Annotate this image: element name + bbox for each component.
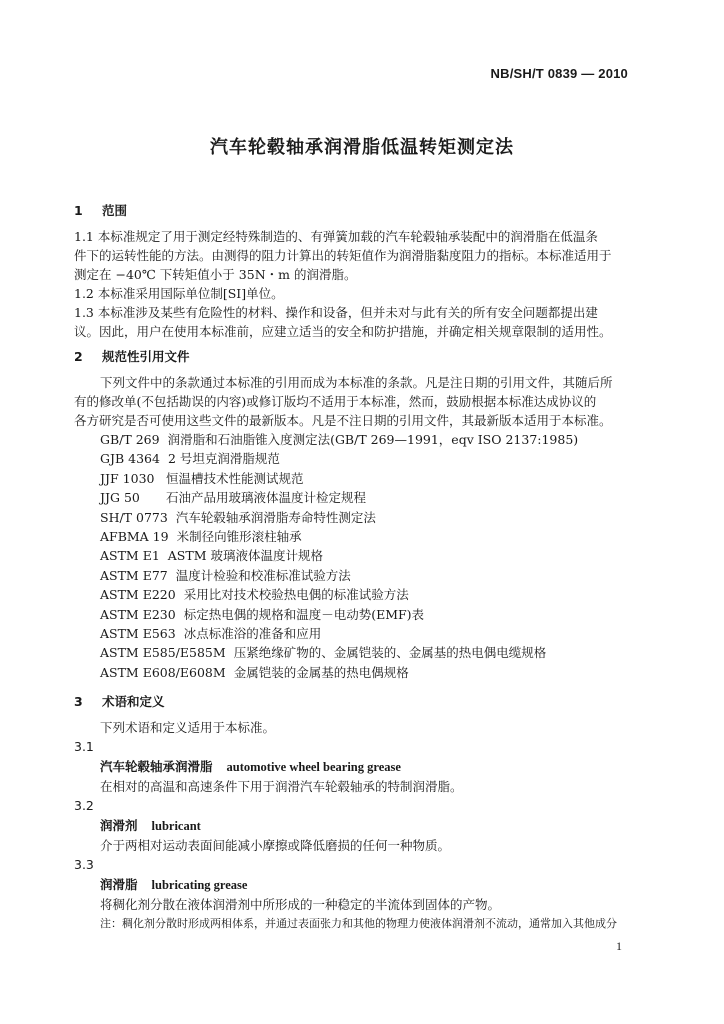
term-entry: 汽车轮毂轴承润滑脂 automotive wheel bearing grease	[100, 759, 401, 775]
term-number: 3.1	[74, 739, 94, 755]
paragraph-line: 1.2 本标准采用国际单位制[SI]单位。	[74, 286, 284, 301]
reference-item: JJG 50 石油产品用玻璃液体温度计检定规程	[100, 490, 367, 506]
paragraph-line: 下列术语和定义适用于本标准。	[100, 720, 276, 736]
section-3-heading	[74, 692, 634, 712]
reference-item: ASTM E77 温度计检验和校准标准试验方法	[100, 567, 351, 583]
paragraph-line: 测定在 −40℃ 下转矩值小于 35N・m 的润滑脂。	[74, 267, 357, 282]
reference-item: ASTM E1 ASTM 玻璃液体温度计规格	[100, 548, 323, 564]
reference-item: GB/T 269 润滑脂和石油脂锥入度测定法(GB/T 269—1991，eqv ISO 2137:1985)	[100, 432, 579, 447]
term-number: 3.3	[74, 857, 94, 873]
section-2-heading	[74, 347, 634, 367]
reference-item: ASTM E563 冰点标准浴的准备和应用	[100, 625, 322, 641]
paragraph-line: 下列文件中的条款通过本标准的引用而成为本标准的条款。凡是注日期的引用文件，其随后所	[100, 375, 613, 390]
note-line: 注：稠化剂分散时形成两相体系，并通过表面张力和其他的物理力使液体润滑剂不流动，通常加入其他成分	[100, 917, 617, 931]
section-number: 2	[74, 349, 83, 364]
paragraph-line: 件下的运转性能的方法。由测得的阻力计算出的转矩值作为润滑脂黏度阻力的指标。本标准适用于	[74, 248, 612, 263]
term-entry: 润滑剂 lubricant	[100, 818, 201, 834]
term-definition: 将稠化剂分散在液体润滑剂中所形成的一种稳定的半流体到固体的产物。	[100, 897, 501, 913]
reference-item: GJB 4364 2 号坦克润滑脂规范	[100, 451, 280, 467]
term-definition: 在相对的高温和高速条件下用于润滑汽车轮毂轴承的特制润滑脂。	[100, 779, 463, 795]
term-number: 3.2	[74, 798, 94, 814]
paragraph-line: 有的修改单(不包括勘误的内容)或修订版均不适用于本标准，然而，鼓励根据本标准达成协议的	[74, 394, 597, 409]
document-body	[74, 201, 634, 933]
reference-item: JJF 1030 恒温槽技术性能测试规范	[100, 470, 304, 486]
reference-item: ASTM E230 标定热电偶的规格和温度－电动势(EMF)表	[100, 606, 425, 622]
paragraph-line: 各方研究是否可使用这些文件的最新版本。凡是不注日期的引用文件，其最新版本适用于本标准。	[74, 413, 612, 428]
section-1-heading	[74, 201, 634, 221]
section-title: 规范性引用文件	[102, 349, 190, 364]
reference-item: ASTM E585/E585M 压紧绝缘矿物的、金属铠装的、金属基的热电偶电缆规格	[100, 645, 547, 661]
standard-code: NB/SH/T 0839 — 2010	[490, 66, 628, 81]
reference-item: AFBMA 19 米制径向锥形滚柱轴承	[100, 528, 302, 544]
section-title: 术语和定义	[102, 694, 165, 710]
section-number: 3	[74, 694, 83, 710]
paragraph-line: 1.3 本标准涉及某些有危险性的材料、操作和设备，但并未对与此有关的所有安全问题都提出建	[74, 305, 598, 320]
document-title: 汽车轮毂轴承润滑脂低温转矩测定法	[210, 137, 514, 158]
section-title: 范围	[102, 203, 128, 218]
reference-item: ASTM E608/E608M 金属铠装的金属基的热电偶规格	[100, 664, 409, 680]
term-definition: 介于两相对运动表面间能减小摩擦或降低磨损的任何一种物质。	[100, 838, 451, 854]
term-entry: 润滑脂 lubricating grease	[100, 877, 248, 893]
section-number: 1	[74, 203, 83, 218]
page-number: 1	[616, 939, 622, 953]
reference-item: ASTM E220 采用比对技术校验热电偶的标准试验方法	[100, 587, 409, 603]
paragraph-line: 议。因此，用户在使用本标准前，应建立适当的安全和防护措施，并确定相关规章限制的适用性。	[74, 324, 612, 339]
reference-item: SH/T 0773 汽车轮毂轴承润滑脂寿命特性测定法	[100, 509, 376, 525]
paragraph-line: 1.1 本标准规定了用于测定经特殊制造的、有弹簧加载的汽车轮毂轴承装配中的润滑脂在低温条	[74, 229, 598, 244]
